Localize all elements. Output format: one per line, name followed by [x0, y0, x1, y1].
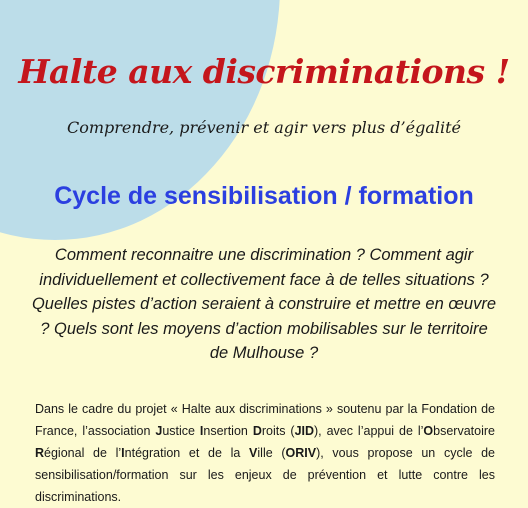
section-title: Cycle de sensibilisation / formation — [54, 182, 474, 210]
paragraph-bold: V — [249, 446, 258, 460]
questions-text: Comment reconnaitre une discrimination ? Comment agir individuellement et collectivement face à de telles situations ? Quelles pistes d’action seraient à construire et mettre en œuvre ? Quels sont les moyens d’action mobilisables sur le territoire de Mulhouse ? — [31, 246, 497, 362]
paragraph-bold: O — [423, 424, 434, 438]
intro-paragraph — [35, 398, 495, 508]
paragraph-text: ustice — [162, 424, 200, 438]
paragraph-bold: I — [199, 424, 204, 438]
paragraph-text: ntégration et de la — [124, 446, 250, 460]
paragraph-bold: JID — [294, 424, 315, 438]
paragraph-text: Dans le cadre du projet « Halte aux discriminations » soutenu par la Fondation de France, l’association — [35, 402, 495, 438]
paragraph-bold: J — [155, 424, 163, 438]
paragraph-bold: R — [35, 446, 45, 460]
paragraph-text: bservatoire — [433, 424, 495, 438]
paragraph-bold: I — [121, 446, 125, 460]
paragraph-text: nsertion — [203, 424, 253, 438]
subtitle: Comprendre, prévenir et agir vers plus d’égalité — [66, 118, 461, 137]
main-title: Halte aux discriminations ! — [18, 52, 510, 91]
paragraph-text: ), vous propose un cycle de sensibilisation/formation sur les enjeux de prévention et lutte contre les discriminations. — [35, 446, 496, 504]
paragraph-text: ), avec l’appui de l’ — [314, 424, 424, 438]
paragraph-text: égional de l’ — [44, 446, 122, 460]
paragraph-bold: D — [252, 424, 262, 438]
paragraph-bold: ORIV — [285, 446, 317, 460]
paragraph-text: ille ( — [257, 446, 286, 460]
paragraph-text: roits ( — [261, 424, 295, 438]
